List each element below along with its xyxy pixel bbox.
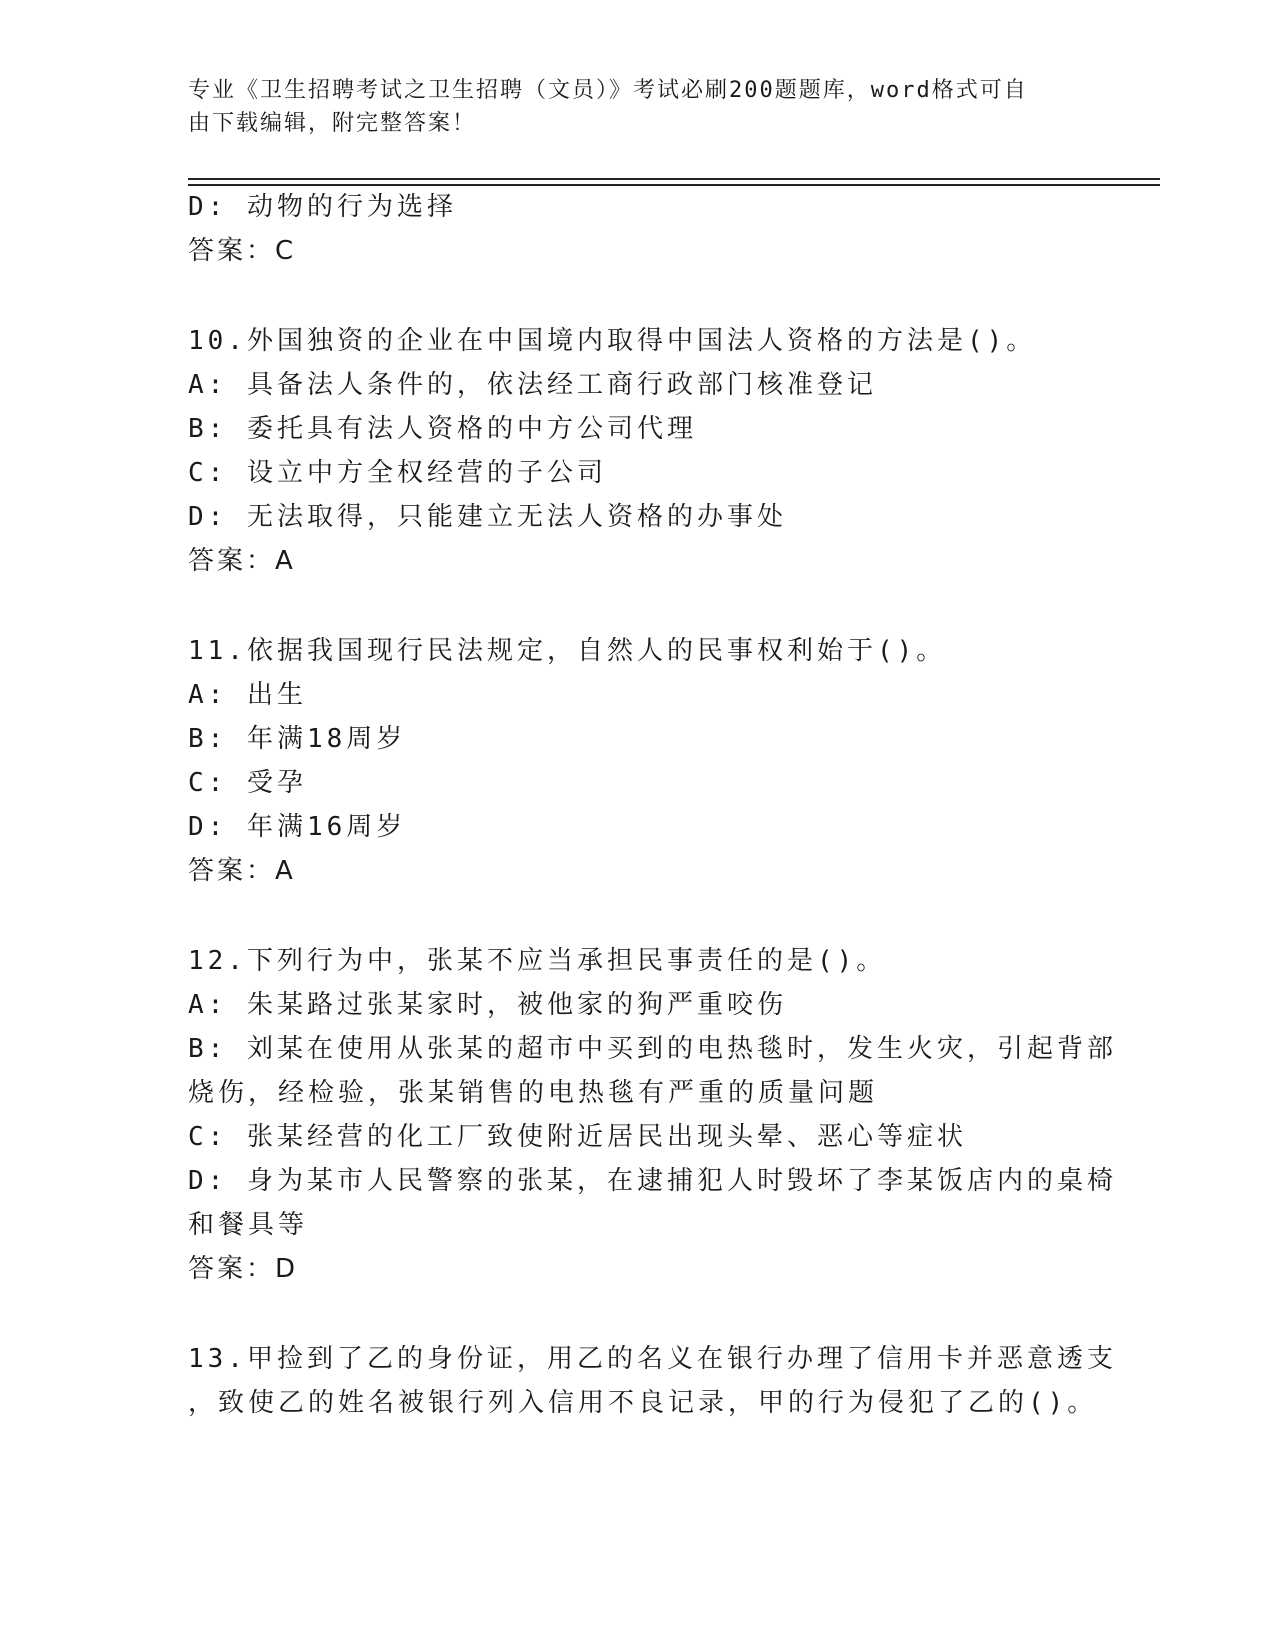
option-d: D: 动物的行为选择 bbox=[188, 192, 457, 222]
question-13-continued: ，致使乙的姓名被银行列入信用不良记录，甲的行为侵犯了乙的()。 bbox=[188, 1388, 1098, 1418]
option-b: B: 刘某在使用从张某的超市中买到的电热毯时，发生火灾，引起背部 bbox=[188, 1034, 1117, 1064]
option-b: B: 年满18周岁 bbox=[188, 724, 407, 754]
answer-line: 答案：C bbox=[188, 236, 297, 266]
answer-line: 答案：A bbox=[188, 856, 296, 886]
answer-line: 答案：D bbox=[188, 1254, 299, 1284]
page-header bbox=[188, 74, 1088, 140]
header-divider-top bbox=[188, 178, 1160, 180]
option-c: C: 张某经营的化工厂致使附近居民出现头晕、恶心等症状 bbox=[188, 1122, 967, 1152]
question-11: 11.依据我国现行民法规定，自然人的民事权利始于()。 bbox=[188, 636, 947, 666]
option-b-continued: 烧伤，经检验，张某销售的电热毯有严重的质量问题 bbox=[188, 1078, 879, 1108]
header-line-1: 专业《卫生招聘考试之卫生招聘（文员）》考试必刷200题题库，word格式可自 bbox=[188, 78, 1028, 103]
option-d-continued: 和餐具等 bbox=[188, 1210, 309, 1240]
question-10: 10.外国独资的企业在中国境内取得中国法人资格的方法是()。 bbox=[188, 326, 1037, 356]
header-line-2: 由下载编辑，附完整答案！ bbox=[188, 111, 477, 136]
option-c: C: 受孕 bbox=[188, 768, 307, 798]
option-d: D: 年满16周岁 bbox=[188, 812, 407, 842]
option-b: B: 委托具有法人资格的中方公司代理 bbox=[188, 414, 697, 444]
option-a: A: 出生 bbox=[188, 680, 307, 710]
option-c: C: 设立中方全权经营的子公司 bbox=[188, 458, 607, 488]
question-13: 13.甲捡到了乙的身份证，用乙的名义在银行办理了信用卡并恶意透支 bbox=[188, 1344, 1117, 1374]
option-a: A: 朱某路过张某家时，被他家的狗严重咬伤 bbox=[188, 990, 787, 1020]
option-d: D: 身为某市人民警察的张某，在逮捕犯人时毁坏了李某饭店内的桌椅 bbox=[188, 1166, 1117, 1196]
answer-line: 答案：A bbox=[188, 546, 296, 576]
question-12: 12.下列行为中，张某不应当承担民事责任的是()。 bbox=[188, 946, 887, 976]
option-d: D: 无法取得，只能建立无法人资格的办事处 bbox=[188, 502, 787, 532]
option-a: A: 具备法人条件的，依法经工商行政部门核准登记 bbox=[188, 370, 877, 400]
header-divider-bottom bbox=[188, 184, 1160, 186]
